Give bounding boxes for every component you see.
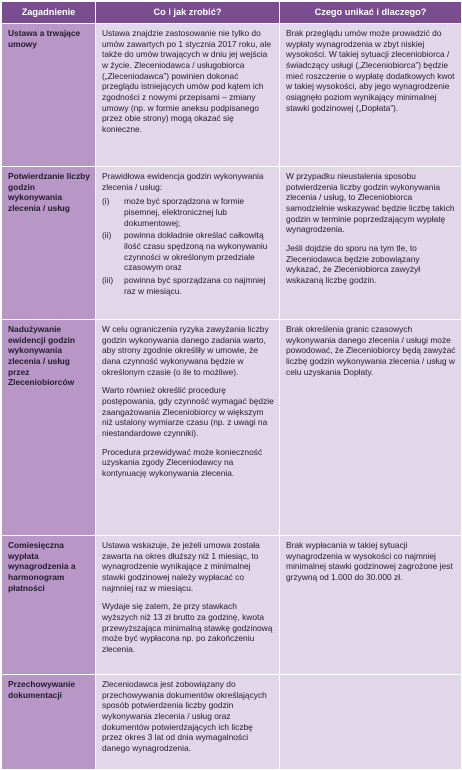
row-avoid-cell xyxy=(280,320,462,536)
do-paragraph: Zleceniodawca jest zobowiązany do przechowywania dokumentów określających sposób potwierdzenia liczby godzin wykonywania zlecenia / usług oraz dokumentów potwierdzających ich liczbę przez okres 3 lat od dnia wymagalności danego wynagrodzenia. xyxy=(102,679,267,754)
list-text: powinna być sporządzana co najmniej raz w miesiącu. xyxy=(124,275,266,296)
do-paragraph: Ustawa znajdzie zastosowanie nie tylko do umów zawartych po 1 stycznia 2017 roku, ale także do umów trwających w dniu jej wejścia w życie. Zleceniodawca / usługobiorca („Zleceniodawca”) powinien dokonać przeglądu istniejących umów pod kątem ich zgodności z nowymi przepisami – zmiany umowy (np. w formie aneksu podpisanego przez obie strony) mogą okazać się konieczne. xyxy=(102,28,271,135)
list-item xyxy=(102,230,274,273)
table-row xyxy=(2,167,462,320)
list-marker: (i) xyxy=(102,196,110,207)
avoid-paragraph: Brak wypłacania w takiej sytuacji wynagrodzenia w wysokości co najmniej minimalnej stawki godzinowej zagrożone jest grzywną od 1.000 do 30.000 zł. xyxy=(286,540,453,583)
do-paragraph: Wydaje się zatem, że przy stawkach wyższych niż 13 zł brutto za godzinę, kwota przewyższająca minimalną stawkę godzinową może być wypłacona np. po zakończeniu zlecenia. xyxy=(102,601,273,655)
header-topic: Zagadnienie xyxy=(2,2,96,24)
do-paragraph: Ustawa wskazuje, że jeżeli umowa została zawarta na okres dłuższy niż 1 miesiąc, to wynagrodzenie wynikające z minimalnej stawki godzinowej należy wypłacać co najmniej raz w miesiącu. xyxy=(102,540,260,593)
list-marker: (iii) xyxy=(102,275,114,286)
header-what-to-avoid: Czego unikać i dlaczego? xyxy=(280,2,462,24)
guidance-table xyxy=(1,1,462,770)
do-paragraph: Procedura przewidywać może konieczność uzyskania zgody Zleceniodawcy na kontynuację wykonywania zlecenia. xyxy=(102,446,263,479)
row-do-cell xyxy=(96,167,280,320)
row-avoid-cell xyxy=(280,536,462,675)
list-marker: (ii) xyxy=(102,230,112,241)
table-row xyxy=(2,320,462,536)
evidence-requirements-list xyxy=(102,196,274,296)
row-topic: Nadużywanie ewidencji godzin wykonywania zlecenia / usług przez Zleceniobiorców xyxy=(2,320,96,536)
table-row xyxy=(2,536,462,675)
row-do-cell xyxy=(96,536,280,675)
avoid-paragraph: Brak określenia granic czasowych wykonywania danego zlecenia / usługi może powodować, że Zleceniobiorcy będą zawyżać liczbę godzin wykonywania zlecenia / usług w celu uzyskania Dopłaty. xyxy=(286,324,456,377)
table-row xyxy=(2,24,462,167)
do-paragraph: W celu ograniczenia ryzyka zawyżania liczby godzin wykonywania danego zadania warto, aby strony zgodnie określiły w umowie, że dana czynność wykonywana będzie w określonym czasie (o ile to możliwe). xyxy=(102,324,269,377)
row-topic: Comiesięczna wypłata wynagrodzenia a harmonogram płatności xyxy=(2,536,96,675)
row-avoid-cell xyxy=(280,24,462,167)
list-item xyxy=(102,196,274,228)
table-row xyxy=(2,675,462,770)
avoid-paragraph: W przypadku nieustalenia sposobu potwierdzenia liczby godzin wykonywania zlecenia / usług, to Zleceniobiorca samodzielnie wskazywać będzie liczbę takich godzin w terminie poprzedzającym wypłatę wynagrodzenia. xyxy=(286,171,455,235)
row-topic: Przechowywanie dokumentacji xyxy=(2,675,96,770)
list-text: może być sporządzona w formie pisemnej, elektronicznej lub dokumentowej; xyxy=(124,196,245,228)
row-avoid-cell-empty xyxy=(280,675,462,770)
avoid-paragraph: Brak przeglądu umów może prowadzić do wypłaty wynagrodzenia w zbyt niskiej wysokości. W takiej sytuacji zleceniobiorca / świadczący usługi („Zleceniobiorca”) będzie mieć roszczenie o wypłatę dodatkowych kwot w takiej wysokości, aby jego wynagrodzenie osiągnęło poziom wynikający minimalnej stawki godzinowej („Dopłata”). xyxy=(286,28,455,113)
list-item xyxy=(102,275,274,296)
row-topic: Potwierdzanie liczby godzin wykonywania zlecenia / usług xyxy=(2,167,96,320)
row-do-cell xyxy=(96,320,280,536)
header-what-to-do: Co i jak zrobić? xyxy=(96,2,280,24)
row-do-cell xyxy=(96,24,280,167)
row-topic: Ustawa a trwające umowy xyxy=(2,24,96,167)
do-paragraph: Warto również określić procedurę postępowania, gdy czynność wymagać będzie zaangażowania Zleceniobiorcy w większym niż ustalony wymiarze czasu (np. z uwagi na niestandardowe czynniki). xyxy=(102,385,274,439)
list-text: powinna dokładnie określać całkowitą ilość czasu spędzoną na wykonywaniu czynności w określonym przedziale czasowym oraz xyxy=(124,230,268,273)
do-intro: Prawidłowa ewidencja godzin wykonywania zlecenia / usług: xyxy=(102,171,264,192)
header-row xyxy=(2,2,462,24)
row-avoid-cell xyxy=(280,167,462,320)
avoid-paragraph: Jeśli dojdzie do sporu na tym tle, to Zleceniodawca będzie zobowiązany wykazać, że Zleceniobiorca zawyżył wskazaną liczbę godzin. xyxy=(286,243,421,286)
row-do-cell xyxy=(96,675,280,770)
